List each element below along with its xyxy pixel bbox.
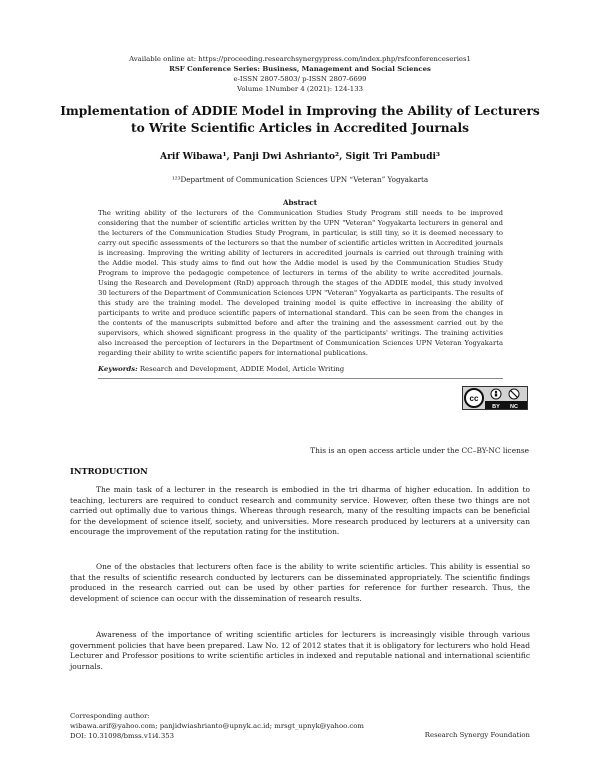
- cc-by-nc-icon: [463, 387, 527, 409]
- keywords-line: [98, 365, 503, 373]
- keywords-label: Keywords:: [98, 365, 138, 373]
- corresponding-emails: wibawa.arif@yahoo.com; panjidwiashrianto@upnyk.ac.id; mrsgt_upnyk@yahoo.com: [70, 722, 364, 730]
- abstract-text: The writing ability of the lecturers of the Communication Studies Study Program still needs to be improved considering that the number of scientific articles written by the UPN "Veteran" Yogyakarta lecturers in general and the lecturers of the Communication Studies Study Program, in particular, is still tiny, so it is deemed necessary to carry out specific assessments of the lecturers so that the number of scientific articles written in Accredited journals is increasing. Improving the writing ability of lecturers in accredited journals is carried out through training with the Addie model. This study aims to find out how the Addie model is used by the Communication Studies Study Program to improve the pedagogic competence of lecturers in terms of the ability to write accredited journals. Using the Research and Development (RnD) approach through the stages of the ADDIE model, this study involved 30 lecturers of the Department of Communication Sciences UPN "Veteran" Yogyakarta as participants. The results of this study are the training model. The developed training model is quite effective in increasing the ability of participants to write and produce scientific papers of international standard. This can be seen from the changes in the contents of the manuscripts submitted before and after the training and the assessment carried out by the supervisors, which showed significant progress in the quality of the participants' writings. The training activities also increased the perception of lecturers in the Department of Communication Sciences UPN Veteran Yogyakarta regarding their ability to write scientific papers for international publications.: [98, 209, 503, 357]
- nc-label: NC: [510, 404, 518, 409]
- paper-title: Implementation of ADDIE Model in Improving the Ability of Lecturers to Write Scientific Articles in Accredited Journals: [60, 104, 540, 135]
- author-list: Arif Wibawa¹, Panji Dwi Ashrianto², Sigit Tri Pambudi³: [159, 151, 441, 162]
- affiliation: ¹²³Department of Communication Sciences UPN “Veteran” Yogyakarta: [171, 175, 429, 184]
- keywords-list: Research and Development, ADDIE Model, Article Writing: [137, 365, 345, 373]
- license-text: This is an open access article under the CC–BY-NC license: [310, 446, 529, 455]
- publisher: Research Synergy Foundation: [424, 731, 530, 739]
- availability-line: Available online at: https://proceeding.researchsynergypress.com/index.php/rsfconferenceseries1: [129, 55, 471, 63]
- cc-label: cc: [469, 394, 479, 403]
- intro-paragraph: One of the obstacles that lecturers often face is the ability to write scientific articles. This ability is essential so that the results of scientific research conducted by lecturers can be disseminated appropriately. The scientific findings produced in the research carried out can be used by other parties for reference for further research. Thus, the development of science can occur with the dissemination of research results.: [70, 562, 530, 603]
- doi: DOI: 10.31098/bmss.v1i4.353: [70, 732, 175, 740]
- conference-series: RSF Conference Series: Business, Management and Social Sciences: [169, 65, 431, 73]
- abstract-heading: Abstract: [282, 198, 318, 207]
- issn-line: e-ISSN 2807-5803/ p-ISSN 2807-6699: [233, 75, 367, 83]
- intro-paragraph: The main task of a lecturer in the research is embodied in the tri dharma of higher education. In addition to teaching, lecturers are required to conduct research and community service. However, often these two things are not carried out optimally due to various things. Whereas through research, many of the resulting impacts can be beneficial for the development of science itself, society, and universities. More research produced by lecturers at a university can encourage the improvement of the reputation rating for the institution.: [70, 485, 530, 536]
- abstract-divider: [98, 378, 503, 379]
- intro-paragraph: Awareness of the importance of writing scientific articles for lecturers is increasingly visible through various government policies that have been prepared. Law No. 12 of 2012 states that it is obligatory for lecturers who hold Head Lecturer and Professor positions to write scientific articles in indexed and reputable national and international scientific journals.: [70, 630, 530, 671]
- volume-line: Volume 1Number 4 (2021): 124-133: [237, 85, 363, 93]
- corresponding-label: Corresponding author:: [70, 712, 150, 720]
- introduction-heading: INTRODUCTION: [70, 466, 148, 476]
- cc-license-badge[interactable]: [462, 386, 528, 410]
- by-label: BY: [492, 404, 500, 409]
